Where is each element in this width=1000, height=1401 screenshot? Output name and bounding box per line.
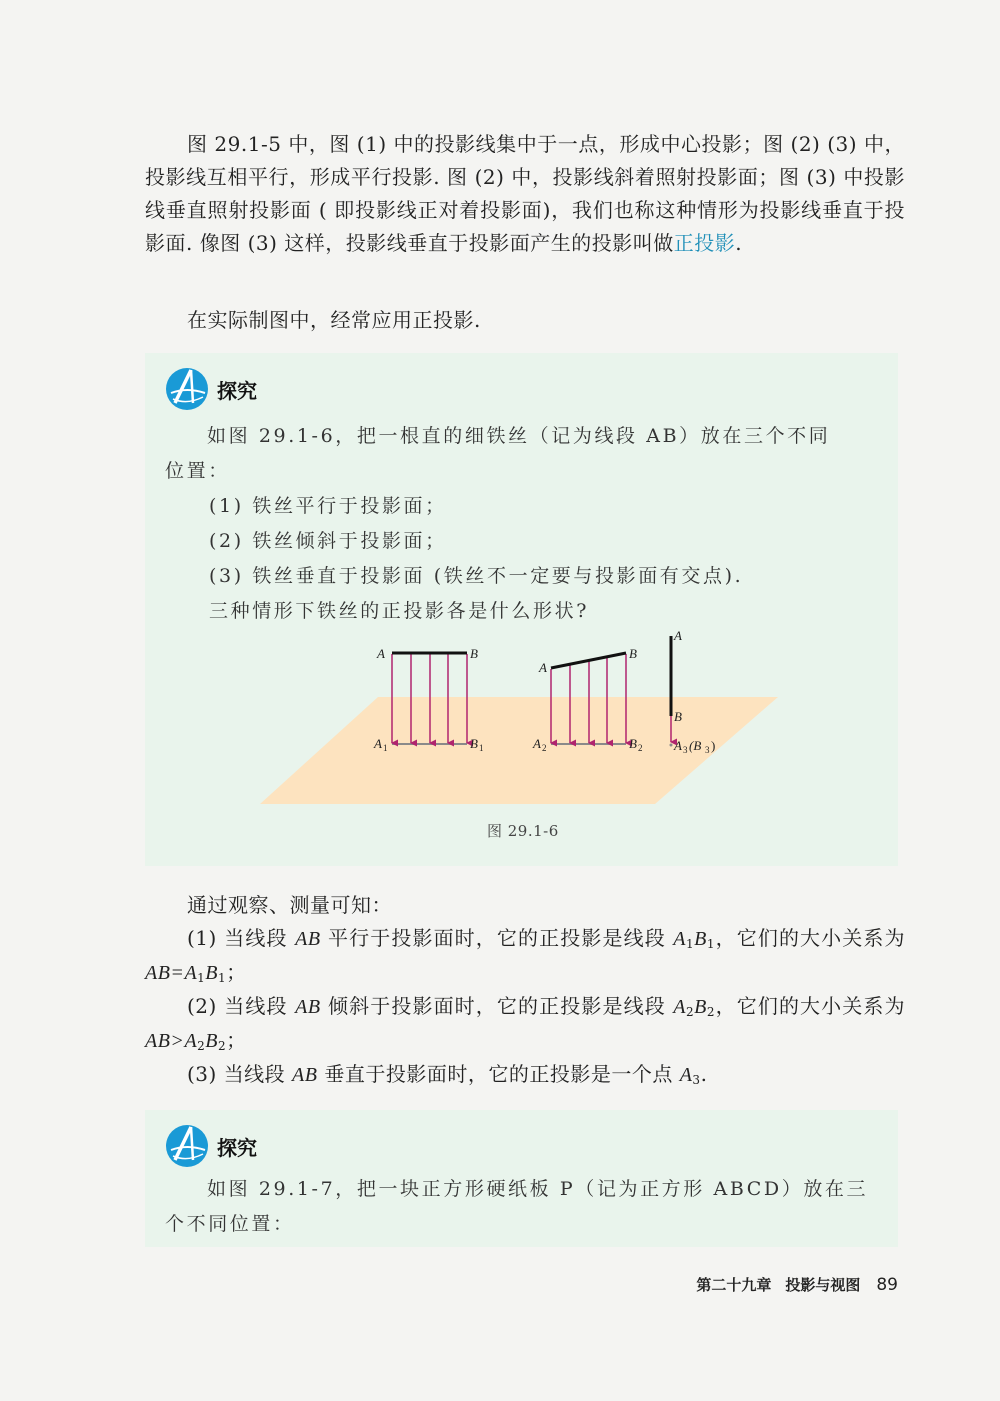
svg-text:B: B <box>674 709 682 724</box>
svg-text:1: 1 <box>383 743 388 753</box>
svg-text:2: 2 <box>638 743 643 753</box>
svg-text:3: 3 <box>705 745 710 755</box>
explore-line: 三种情形下铁丝的正投影各是什么形状? <box>209 600 589 622</box>
svg-text:A: A <box>377 646 385 661</box>
explore-line: 如图 29.1-6，把一根直的细铁丝（记为线段 AB）放在三个不同 <box>207 425 831 447</box>
observation-item-2: (2) 当线段 AB 倾斜于投影面时，它的正投影是线段 $A_2B_2$，它们的大小关系为 $AB>A_2B_2$； <box>145 994 906 1053</box>
explore-box-2 <box>145 1110 898 1247</box>
explore-line: 如图 29.1-7，把一块正方形硬纸板 P（记为正方形 ABCD）放在三 <box>207 1178 869 1200</box>
svg-text:): ) <box>711 738 716 753</box>
svg-text:B: B <box>470 646 478 661</box>
explore-line: 个不同位置： <box>165 1213 295 1235</box>
svg-text:(B: (B <box>689 738 702 753</box>
svg-text:A: A <box>674 628 682 643</box>
figure-caption: 图 29.1-6 <box>487 822 559 840</box>
intro-paragraph-2: 在实际制图中，经常应用正投影. <box>187 308 481 332</box>
svg-text:A: A <box>539 660 547 675</box>
explore-body <box>165 1172 885 1242</box>
section-label: 投影与视图 <box>785 1276 861 1294</box>
explore-title: 探究 <box>217 1135 257 1160</box>
svg-text:B: B <box>629 646 637 661</box>
page-number: 89 <box>876 1275 898 1295</box>
svg-text:A: A <box>374 736 382 751</box>
svg-text:A: A <box>674 738 682 753</box>
svg-text:3: 3 <box>683 745 688 755</box>
svg-text:B: B <box>470 736 478 751</box>
observation-item-1: (1) 当线段 AB 平行于投影面时，它的正投影是线段 $A_1B_1$，它们的大小关系为 $AB=A_1B_1$； <box>145 926 906 985</box>
explore-line: (2) 铁丝倾斜于投影面； <box>209 530 447 552</box>
explore-line: (1) 铁丝平行于投影面； <box>209 495 447 517</box>
explore-compass-icon <box>165 1124 209 1168</box>
page-footer <box>696 1274 898 1295</box>
term-orthographic-projection: 正投影 <box>673 231 736 255</box>
explore-line: 位置： <box>165 460 230 482</box>
explore-line: (3) 铁丝垂直于投影面 (铁丝不一定要与投影面有交点). <box>209 565 744 587</box>
svg-text:A: A <box>533 736 541 751</box>
observations-lead: 通过观察、测量可知： <box>187 893 392 917</box>
chapter-label: 第二十九章 <box>696 1276 772 1294</box>
explore-title: 探究 <box>217 378 257 403</box>
svg-text:B: B <box>629 736 637 751</box>
observation-item-3: (3) 当线段 AB 垂直于投影面时，它的正投影是一个点 $A_3$. <box>187 1062 708 1087</box>
intro-paragraph: 图 29.1-5 中，图 (1) 中的投影线集中于一点，形成中心投影；图 (2) (3) 中，投影线互相平行，形成平行投影. 图 (2) 中，投影线斜着照射投影面；图 (3) 中投影线垂直照射投影面 ( 即投影线正对着投影面)，我们也称这种情形为投影线垂直于投影面. 像图 (3) 这样，投影线垂直于投影面产生的投影叫做正投影. <box>145 132 905 255</box>
svg-text:2: 2 <box>542 743 547 753</box>
observations <box>145 889 905 1092</box>
explore-header <box>165 1124 257 1168</box>
svg-text:1: 1 <box>479 743 484 753</box>
